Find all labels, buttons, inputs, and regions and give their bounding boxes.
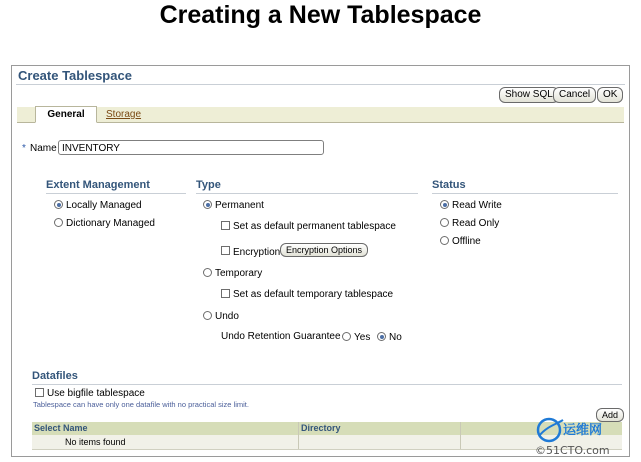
dictionary-managed-label: Dictionary Managed [66, 218, 155, 229]
column-divider [298, 422, 299, 449]
column-select-name[interactable]: Select Name [34, 423, 88, 433]
tab-general[interactable]: General [35, 106, 97, 123]
tab-storage[interactable]: Storage [106, 109, 142, 120]
watermark-logo [533, 414, 633, 458]
status-divider [432, 193, 618, 194]
cancel-button[interactable]: Cancel [553, 87, 596, 103]
watermark-text-line1: 运维网 [563, 423, 603, 438]
watermark-text-line2: ©51CTO.com [535, 444, 610, 457]
column-directory[interactable]: Directory [301, 423, 341, 433]
offline-radio[interactable] [440, 236, 449, 245]
locally-managed-label: Locally Managed [66, 200, 142, 211]
column-divider [460, 422, 461, 449]
dictionary-managed-radio[interactable] [54, 218, 63, 227]
read-only-radio[interactable] [440, 218, 449, 227]
title-divider [16, 84, 625, 85]
offline-label: Offline [452, 236, 481, 247]
default-temporary-checkbox[interactable] [221, 289, 230, 298]
add-datafile-button[interactable]: Add [596, 408, 624, 422]
required-indicator: * [22, 143, 26, 154]
type-divider [196, 193, 418, 194]
extent-management-heading: Extent Management [46, 179, 150, 191]
default-permanent-checkbox[interactable] [221, 221, 230, 230]
type-heading: Type [196, 179, 221, 191]
ok-button[interactable]: OK [597, 87, 623, 103]
extent-management-divider [46, 193, 186, 194]
status-heading: Status [432, 179, 466, 191]
encryption-label: Encryption [233, 247, 281, 258]
name-label: Name [30, 143, 57, 154]
read-write-radio[interactable] [440, 200, 449, 209]
undo-label: Undo [215, 311, 239, 322]
datafiles-heading: Datafiles [32, 370, 78, 382]
temporary-label: Temporary [215, 268, 263, 279]
create-tablespace-panel [11, 65, 630, 457]
undo-retention-no-label: No [389, 332, 402, 343]
undo-retention-yes-label: Yes [354, 332, 371, 343]
page-title: Create Tablespace [18, 68, 132, 83]
temporary-radio[interactable] [203, 268, 212, 277]
show-sql-button[interactable]: Show SQL [499, 87, 559, 103]
name-input[interactable]: INVENTORY [58, 140, 324, 155]
encryption-checkbox[interactable] [221, 246, 230, 255]
read-write-label: Read Write [452, 200, 502, 211]
default-temporary-label: Set as default temporary tablespace [233, 289, 394, 300]
undo-radio[interactable] [203, 311, 212, 320]
default-permanent-label: Set as default permanent tablespace [233, 221, 396, 232]
bigfile-label: Use bigfile tablespace [47, 388, 145, 399]
permanent-radio[interactable] [203, 200, 212, 209]
bigfile-hint: Tablespace can have only one datafile with no practical size limit. [33, 400, 249, 409]
tab-bar [17, 107, 624, 123]
datafiles-divider [32, 384, 622, 385]
encryption-options-button[interactable]: Encryption Options [280, 243, 368, 257]
undo-retention-label: Undo Retention Guarantee [221, 331, 341, 342]
permanent-label: Permanent [215, 200, 264, 211]
bigfile-checkbox[interactable] [35, 388, 44, 397]
watermark-globe-icon [538, 419, 563, 441]
read-only-label: Read Only [452, 218, 500, 229]
undo-retention-yes-radio[interactable] [342, 332, 351, 341]
empty-table-message: No items found [65, 437, 126, 447]
undo-retention-no-radio[interactable] [377, 332, 386, 341]
slide-title: Creating a New Tablespace [159, 1, 482, 29]
locally-managed-radio[interactable] [54, 200, 63, 209]
